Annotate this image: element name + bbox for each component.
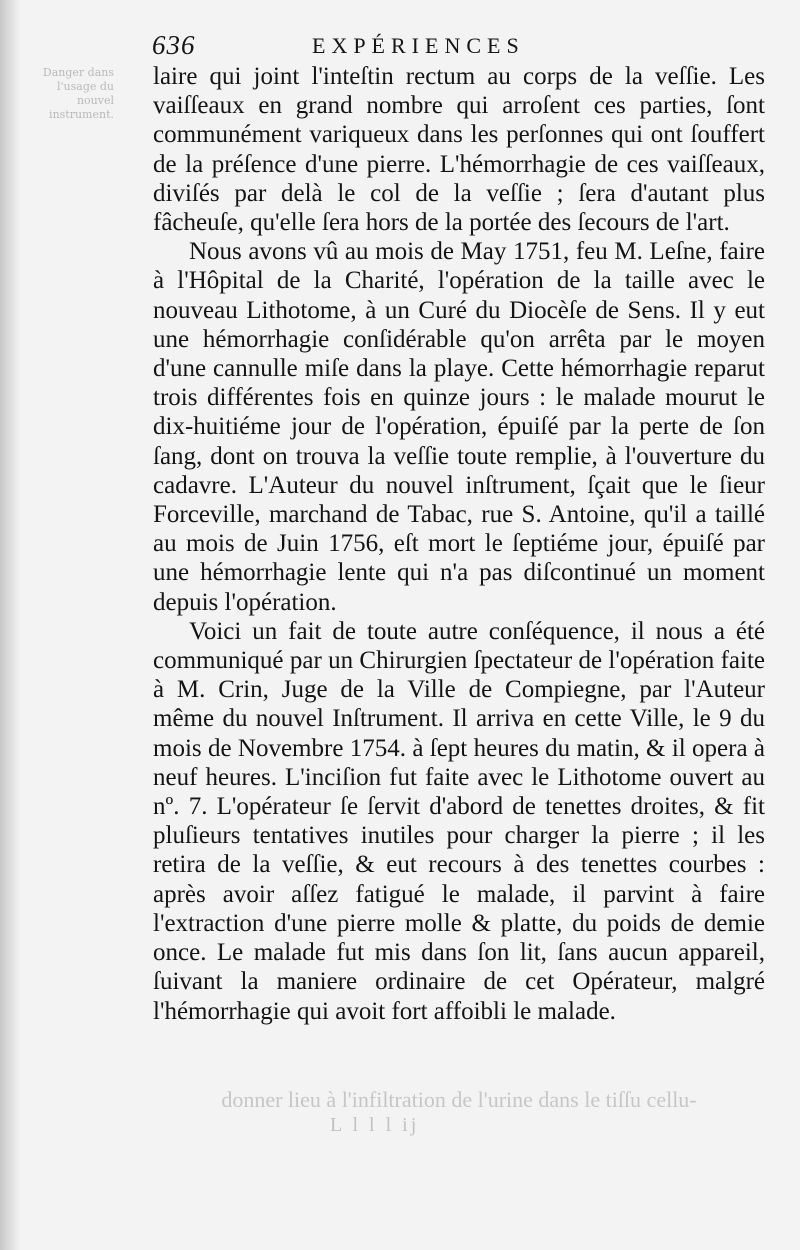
gutter-shadow bbox=[0, 0, 20, 1250]
paragraph-2: Nous avons vû au mois de May 1751, feu M. Leſne, faire à l'Hôpital de la Charité, l'opération de la taille avec le nouveau Lithotome, à un Curé du Diocèſe de Sens. Il y eut une hémorrhagie conſidérable qu'on arrêta par le moyen d'une cannulle miſe dans la playe. Cette hémorrhagie reparut trois différentes fois en quinze jours : le malade mourut le dix-huitiéme jour de l'opération, épuiſé par la perte de ſon ſang, dont on trouva la veſſie toute remplie, à l'ouverture du cadavre. L'Auteur du nouvel inſtrument, ſçait que le ſieur Forceville, marchand de Tabac, rue S. Antoine, qu'il a taillé au mois de Juin 1756, eſt mort le ſeptiéme jour, épuiſé par une hémorrhagie lente qui n'a pas diſcontinué un moment depuis l'opération. bbox=[153, 238, 765, 616]
bleed-through-signature: L l l l ij bbox=[330, 1114, 420, 1136]
paragraph-1: laire qui joint l'inteſtin rectum au corps de la veſſie. Les vaiſſeaux en grand nombre qui arroſent ces parties, ſont communément variqueux dans les perſonnes qui ont ſouffert de la préſence d'une pierre. L'hémorrhagie de ces vaiſſeaux, diviſés par delà le col de la veſſie ; ſera d'autant plus fâcheuſe, qu'elle ſera hors de la portée des ſecours de l'art. bbox=[153, 63, 765, 237]
running-title: EXPÉRIENCES bbox=[312, 33, 525, 58]
bleed-through-text: donner lieu à l'infiltration de l'urine dans le tiſſu cellu- bbox=[221, 1087, 697, 1112]
paragraph-3: Voici un fait de toute autre conſéquence, il nous a été communiqué par un Chirurgien ſpectateur de l'opération faite à M. Crin, Juge de la Ville de Compiegne, par l'Auteur même du nouvel Inſtrument. Il arriva en cette Ville, le 9 du mois de Novembre 1754. à ſept heures du matin, & il opera à neuf heures. L'inciſion fut faite avec le Lithotome ouvert au nº. 7. L'opérateur ſe ſervit d'abord de tenettes droites, & fit pluſieurs tentatives inutiles pour charger la pierre ; il les retira de la veſſie, & eut recours à des tenettes courbes : après avoir aſſez fatigué le malade, il parvint à faire l'extraction d'une pierre molle & platte, du poids de demie once. Le malade fut mis dans ſon lit, ſans aucun appareil, ſuivant la maniere ordinaire de cet Opérateur, malgré l'hémorrhagie qui avoit fort affoibli le malade. bbox=[153, 617, 765, 1025]
margin-note: Danger dans l'usage du nouvel instrument. bbox=[42, 66, 114, 121]
page-header bbox=[152, 30, 612, 60]
body-text bbox=[153, 62, 765, 1026]
page-number: 636 bbox=[152, 30, 196, 60]
